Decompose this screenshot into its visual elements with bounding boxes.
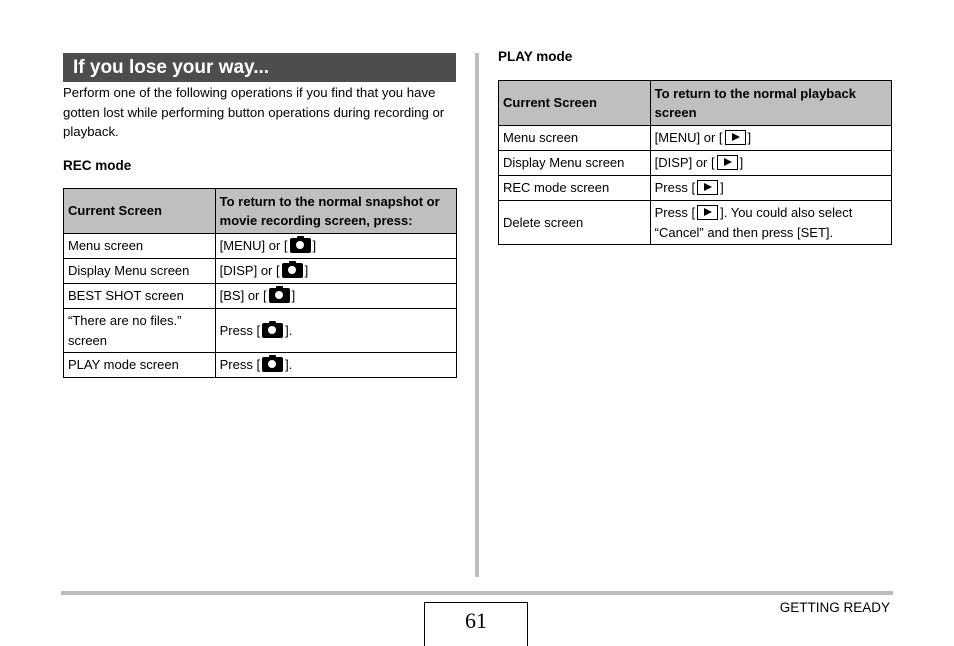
screen-cell: Display Menu screen [499, 151, 651, 176]
table-row [499, 176, 892, 201]
action-cell [215, 234, 456, 259]
screen-cell: Menu screen [64, 234, 216, 259]
column-header-current-screen: Current Screen [64, 189, 216, 234]
action-cell [215, 309, 456, 353]
action-text: [MENU] or [ [654, 130, 723, 146]
intro-paragraph: Perform one of the following operations if you find that you have gotten lost while performing button operations during recording or playback. [63, 85, 445, 139]
action-text-end: ] [304, 263, 309, 279]
play-mode-heading: PLAY mode [498, 49, 573, 64]
camera-icon [282, 263, 303, 278]
action-text-end: ]. [285, 357, 293, 373]
screen-cell: Display Menu screen [64, 259, 216, 284]
play-icon [697, 205, 718, 220]
table-row [499, 126, 892, 151]
action-cell [215, 353, 456, 378]
play-mode-table [498, 80, 892, 245]
screen-cell: Menu screen [499, 126, 651, 151]
play-icon [717, 155, 738, 170]
action-cell [650, 126, 891, 151]
action-cell [215, 259, 456, 284]
table-row [499, 201, 892, 245]
column-divider [475, 53, 479, 577]
screen-cell: PLAY mode screen [64, 353, 216, 378]
action-text-end: ] [291, 288, 296, 304]
screen-cell: REC mode screen [499, 176, 651, 201]
action-text-end: ] [312, 238, 317, 254]
table-header-row [499, 81, 892, 126]
action-text: Press [ [219, 357, 261, 373]
action-text-end: ] [747, 130, 752, 146]
section-title: If you lose your way... [63, 53, 456, 82]
action-cell [650, 176, 891, 201]
table-header-row [64, 189, 457, 234]
table-row [64, 259, 457, 284]
action-text: [MENU] or [ [219, 238, 288, 254]
screen-cell: BEST SHOT screen [64, 284, 216, 309]
camera-icon [269, 288, 290, 303]
rec-mode-table [63, 188, 457, 378]
camera-icon [262, 323, 283, 338]
action-text: [BS] or [ [219, 288, 267, 304]
action-text-end: ] [739, 155, 744, 171]
play-icon [725, 130, 746, 145]
chapter-label: GETTING READY [779, 600, 890, 615]
action-text: [DISP] or [ [219, 263, 280, 279]
table-row [64, 353, 457, 378]
table-row [64, 309, 457, 353]
action-cell [650, 151, 891, 176]
table-row [64, 284, 457, 309]
footer-rule [61, 591, 893, 595]
action-text-end: ]. You could also select “Cancel” and then press [SET]. [654, 205, 853, 240]
column-header-current-screen: Current Screen [499, 81, 651, 126]
action-text-end: ]. [285, 322, 293, 338]
action-text-end: ] [720, 180, 724, 196]
column-header-return-action: To return to the normal snapshot or movie recording screen, press: [215, 189, 456, 234]
play-icon [697, 180, 718, 195]
column-header-return-action: To return to the normal playback screen [650, 81, 891, 126]
camera-icon [262, 357, 283, 372]
action-text: [DISP] or [ [654, 155, 715, 171]
rec-mode-heading: REC mode [63, 158, 132, 173]
table-row [499, 151, 892, 176]
action-text: Press [ [654, 205, 696, 220]
action-cell [650, 201, 891, 245]
action-text: Press [ [219, 322, 261, 338]
camera-icon [290, 238, 311, 253]
screen-cell: “There are no files.” screen [64, 309, 216, 353]
table-row [64, 234, 457, 259]
action-text: Press [ [654, 180, 696, 196]
screen-cell: Delete screen [499, 201, 651, 245]
action-cell [215, 284, 456, 309]
page-number: 61 [424, 602, 528, 646]
